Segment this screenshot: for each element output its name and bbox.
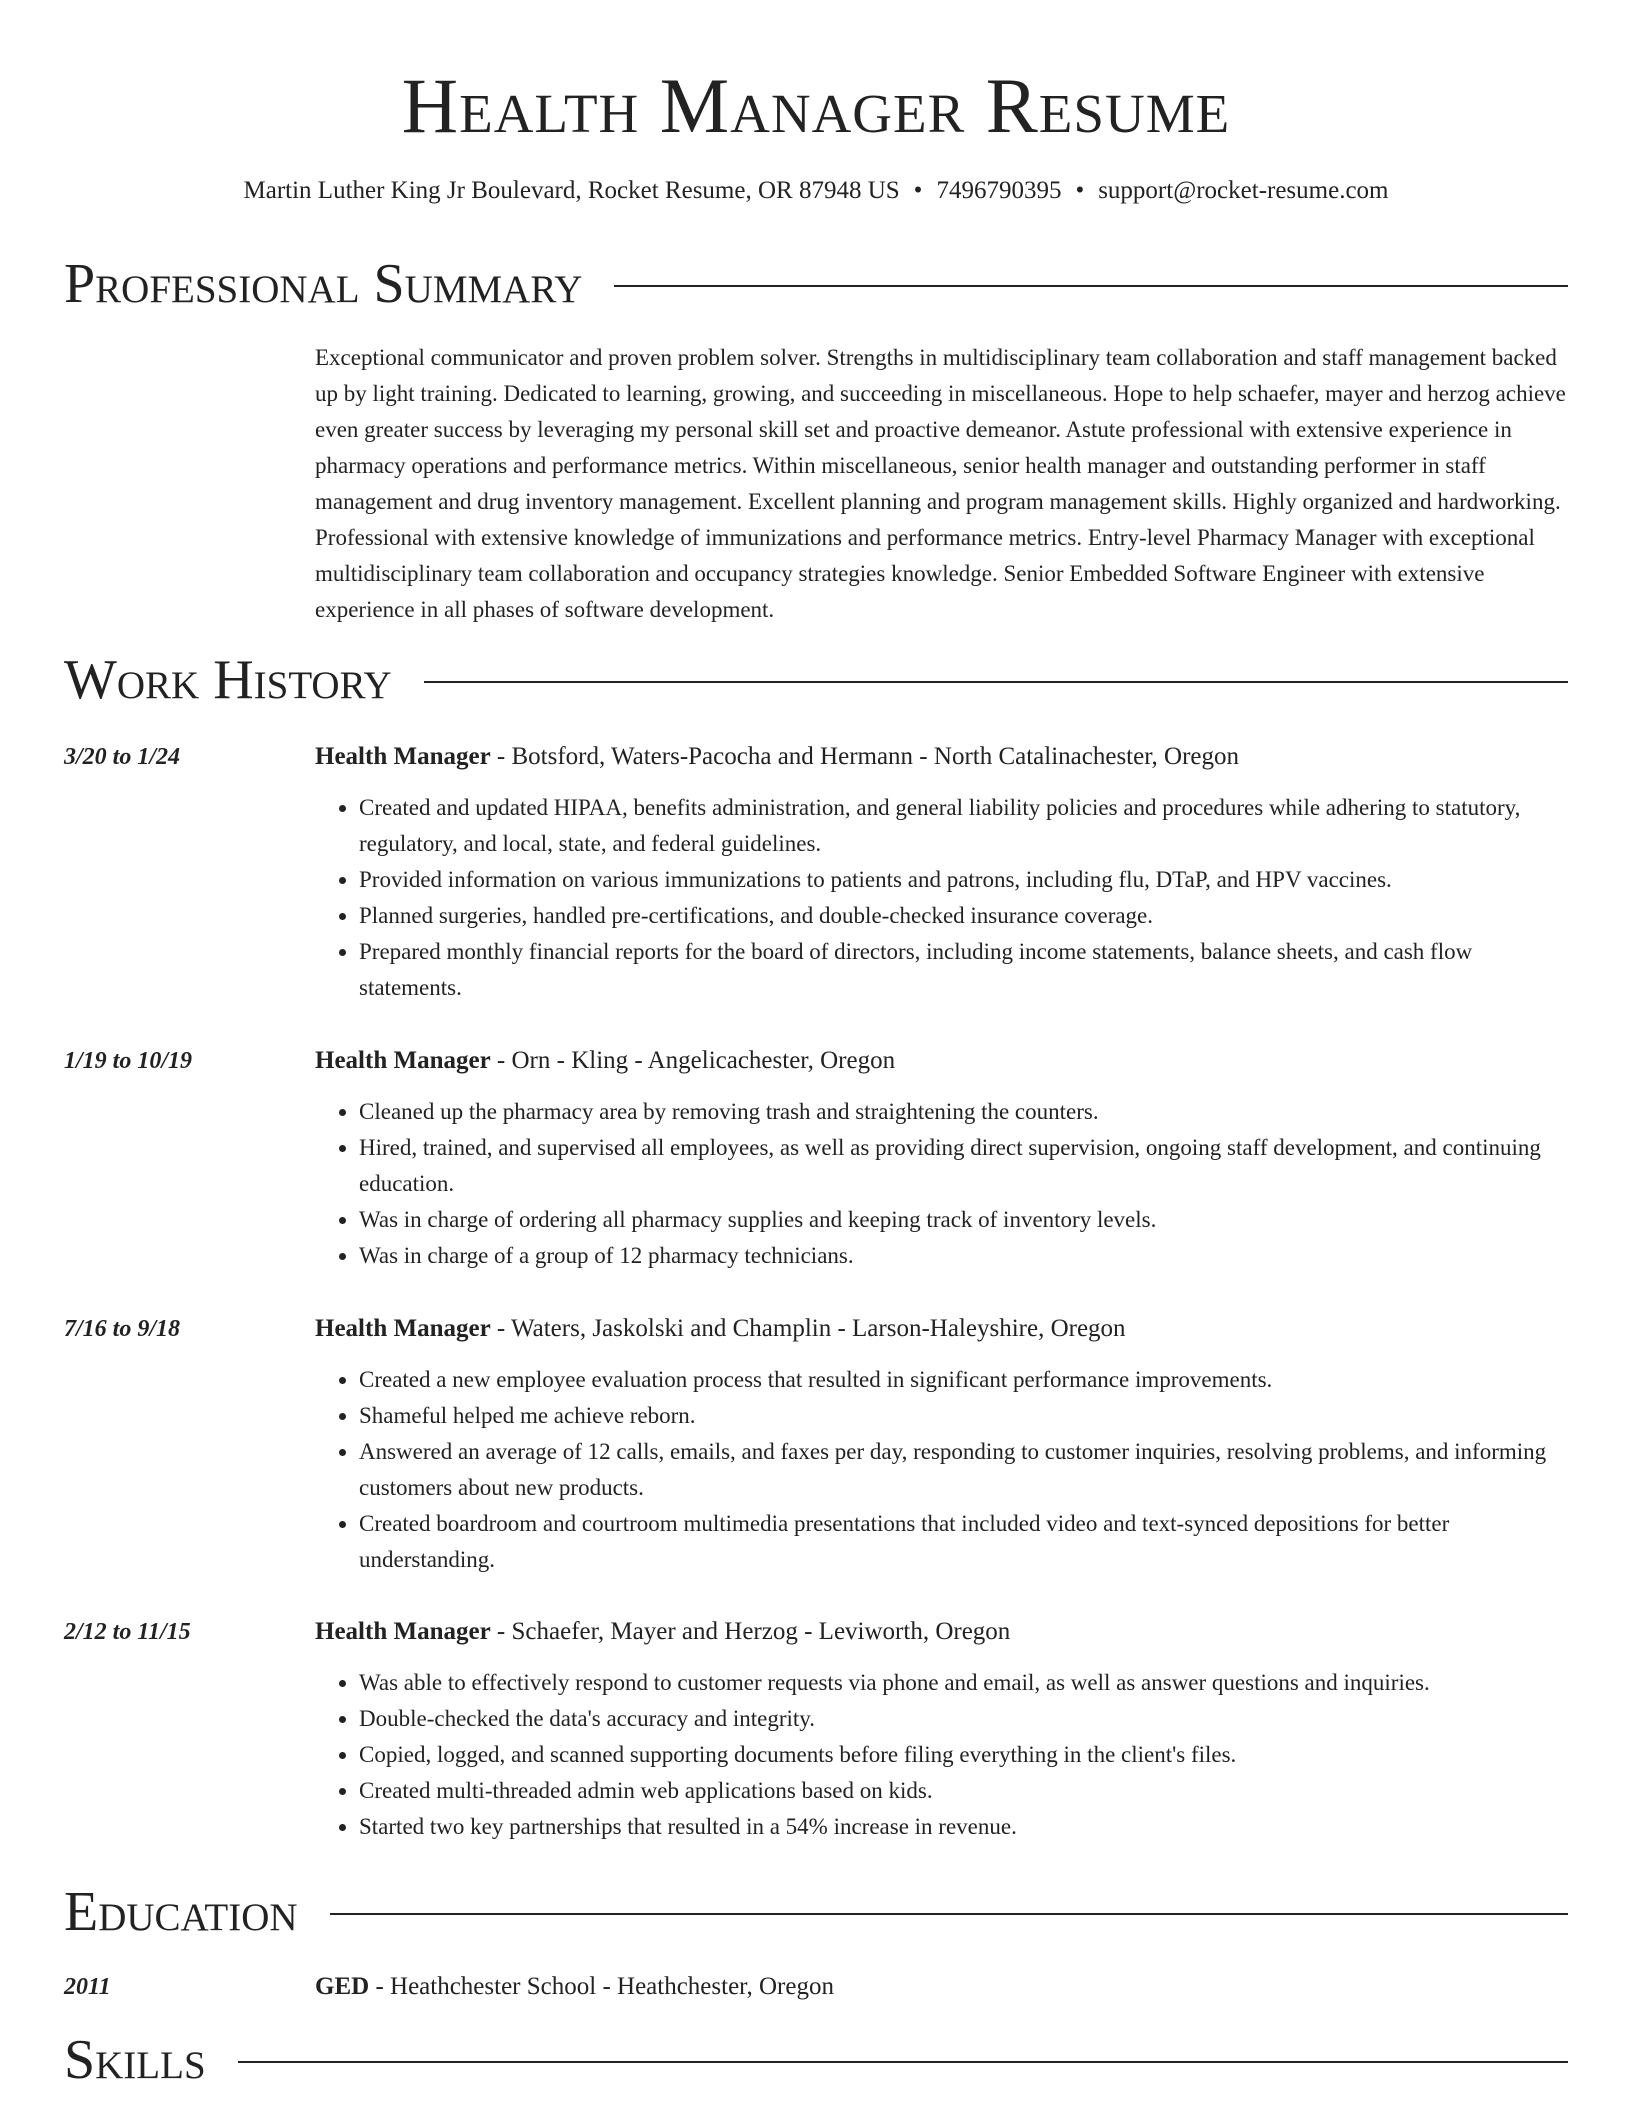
list-item: • Provided information on various immunizations to patients and patrons, including flu, DTaP, and HPV vaccines.: [359, 862, 1577, 898]
list-item: • Double-checked the data's accuracy and integrity.: [359, 1701, 1577, 1737]
section-header-work: [64, 648, 1568, 712]
section-header-education: [64, 1880, 1568, 1944]
list-item: • Prepared monthly financial reports for the board of directors, including income statements, balance sheets, and cash flow statements.: [359, 934, 1577, 1006]
list-item: • Shameful helped me achieve reborn.: [359, 1398, 1577, 1434]
job-heading: [315, 1615, 1010, 1649]
list-item: • Created boardroom and courtroom multimedia presentations that included video and text-synced depositions for better understanding.: [359, 1506, 1577, 1578]
job-heading: [315, 1312, 1126, 1346]
section-title-skills: Skills: [64, 2029, 206, 2091]
education-degree: GED: [315, 1973, 370, 2000]
contact-separator: •: [913, 177, 923, 204]
contact-phone: 7496790395: [936, 177, 1062, 204]
list-item: • Hired, trained, and supervised all employees, as well as providing direct supervision, ongoing staff development, and continuing education.: [359, 1130, 1577, 1202]
list-item: • Created multi-threaded admin web applications based on kids.: [359, 1773, 1577, 1809]
job-details: - Orn - Kling - Angelicachester, Oregon: [490, 1047, 896, 1074]
job-heading: [315, 1044, 895, 1078]
job-heading: [315, 740, 1239, 774]
job-title: Health Manager: [315, 1315, 491, 1342]
contact-line: [0, 174, 1632, 208]
list-item: • Created and updated HIPAA, benefits administration, and general liability policies and procedures while adhering to statutory, regulatory, and local, state, and federal guidelines.: [359, 790, 1577, 862]
education-year: 2011: [64, 1974, 111, 2000]
list-item: • Cleaned up the pharmacy area by removing trash and straightening the counters.: [359, 1094, 1577, 1130]
list-item: • Was in charge of a group of 12 pharmacy technicians.: [359, 1238, 1577, 1274]
contact-address: Martin Luther King Jr Boulevard, Rocket Resume, OR 87948 US: [243, 177, 900, 204]
job-details: - Schaefer, Mayer and Herzog - Leviworth, Oregon: [490, 1618, 1011, 1645]
job-details: - Waters, Jaskolski and Champlin - Larson-Haleyshire, Oregon: [490, 1315, 1126, 1342]
job-dates: 3/20 to 1/24: [64, 744, 181, 770]
list-item: • Copied, logged, and scanned supporting documents before filing everything in the client's files.: [359, 1737, 1577, 1773]
summary-text: Exceptional communicator and proven problem solver. Strengths in multidisciplinary team collaboration and staff management backed up by light training. Dedicated to learning, growing, and succeeding in miscellaneous. Hope to help schaefer, mayer and herzog achieve even greater success by leveraging my personal skill set and proactive demeanor. Astute professional with extensive experience in pharmacy operations and performance metrics. Within miscellaneous, senior health manager and outstanding performer in staff management and drug inventory management. Excellent planning and program management skills. Highly organized and hardworking. Professional with extensive knowledge of immunizations and performance metrics. Entry-level Pharmacy Manager with exceptional multidisciplinary team collaboration and occupancy strategies knowledge. Senior Embedded Software Engineer with extensive experience in all phases of software development.: [315, 345, 1566, 622]
section-divider: [424, 681, 1568, 683]
job-title: Health Manager: [315, 1618, 491, 1645]
section-divider: [330, 1913, 1568, 1915]
section-header-skills: [64, 2028, 1568, 2092]
job-dates: 1/19 to 10/19: [64, 1048, 193, 1074]
section-header-summary: [64, 252, 1568, 316]
job-bullets: [315, 1094, 1577, 1274]
job-bullets: [315, 1362, 1577, 1578]
section-title-summary: Professional Summary: [64, 253, 583, 315]
list-item: • Created a new employee evaluation process that resulted in significant performance improvements.: [359, 1362, 1577, 1398]
list-item: • Was in charge of ordering all pharmacy supplies and keeping track of inventory levels.: [359, 1202, 1577, 1238]
list-item: • Was able to effectively respond to customer requests via phone and email, as well as answer questions and inquiries.: [359, 1665, 1577, 1701]
section-title-work: Work History: [64, 649, 392, 711]
job-bullets: [315, 1665, 1577, 1845]
education-details: - Heathchester School - Heathchester, Oregon: [369, 1973, 834, 2000]
section-divider: [614, 285, 1568, 287]
resume-title: Health Manager Resume: [401, 62, 1231, 149]
job-title: Health Manager: [315, 1047, 491, 1074]
list-item: • Planned surgeries, handled pre-certifications, and double-checked insurance coverage.: [359, 898, 1577, 934]
section-title-education: Education: [64, 1881, 298, 1943]
job-bullets: [315, 790, 1577, 1006]
job-details: - Botsford, Waters-Pacocha and Hermann - North Catalinachester, Oregon: [490, 743, 1240, 770]
job-dates: 7/16 to 9/18: [64, 1316, 181, 1342]
job-dates: 2/12 to 11/15: [64, 1619, 191, 1645]
contact-email: support@rocket-resume.com: [1098, 177, 1389, 204]
list-item: • Started two key partnerships that resulted in a 54% increase in revenue.: [359, 1809, 1577, 1845]
contact-separator: •: [1075, 177, 1085, 204]
list-item: • Answered an average of 12 calls, emails, and faxes per day, responding to customer inquiries, resolving problems, and informing customers about new products.: [359, 1434, 1577, 1506]
section-divider: [238, 2061, 1568, 2063]
education-heading: [315, 1970, 834, 2004]
job-title: Health Manager: [315, 743, 491, 770]
